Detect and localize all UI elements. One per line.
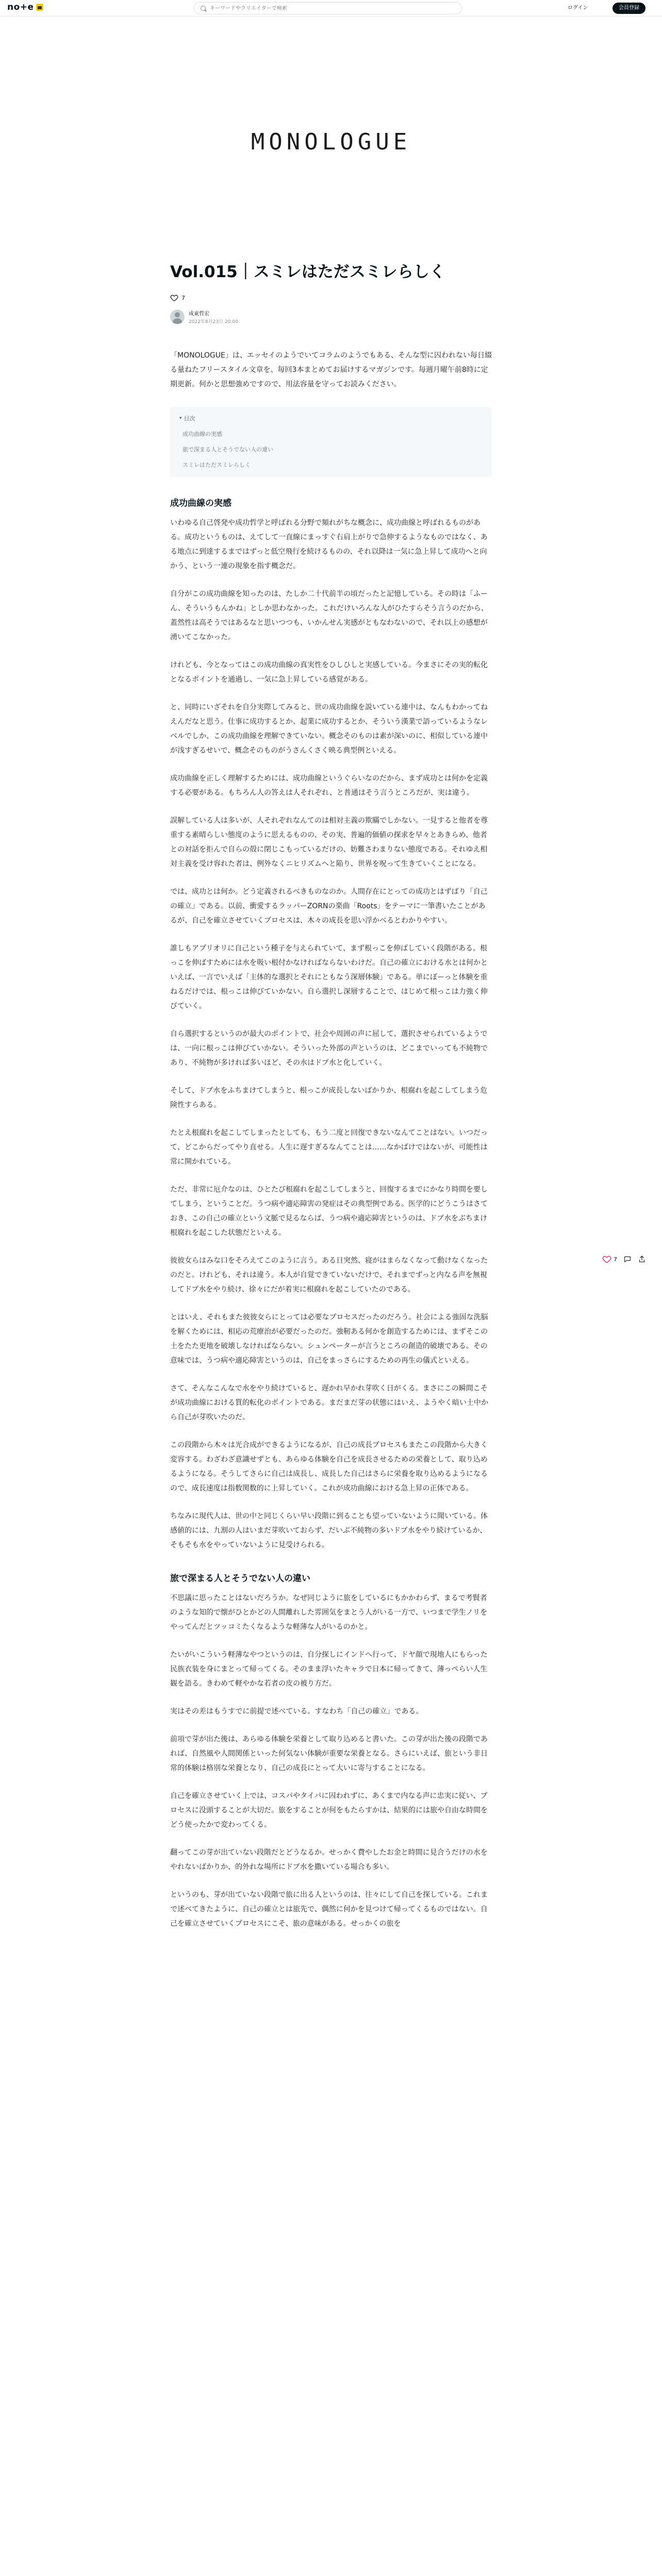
logo-badge-icon bbox=[36, 4, 43, 11]
toc-item[interactable]: 成功曲線の実感 bbox=[183, 431, 222, 438]
body-paragraph: ただ、非常に厄介なのは、ひとたび根腐れを起こしてしまうと、回復するまでにかなり時間を要してしまう、ということだ。うつ病や適応障害の発症はその典型例である。医学的にどうこうはさておき、この自己の確立という文脈で見るならば、うつ病や適応障害というのは、ドブ水をぶちまけ根腐れを起こした状態だといえる。 bbox=[170, 1185, 488, 1238]
body-paragraph: と、同時にいざそれを自分実際してみると、世の成功曲線を説いている連中は、なんもわかってねえんだなと思う。仕事に成功するとか、起業に成功するとか、そういう漢業で語っているようなレベルでしか、この成功曲線を理解できていない。概念そのものは素が深いのに、相似している連中が浅すぎるせいで、概念そのものがうさんくさく映る典型例といえる。 bbox=[170, 703, 488, 755]
section-heading: 成功曲線の実感 bbox=[170, 498, 231, 509]
body-paragraph: 実はその差はもうすでに前提で述べている。すなわち「自己の確立」である。 bbox=[170, 1707, 423, 1716]
author-row bbox=[170, 309, 492, 325]
body-paragraph: 誰しもアプリオリに自己という種子を与えられていて、まず根っこを伸ばしていく段階がある。根っこを伸ばすためには水を吸い根付かなければならないわけだ。自己の確立における水とは何かといえば、一言でいえば「主体的な選択とそれにともなう深層体験」である。単にぼーっと体験を重ねるだけでは、根っこは伸びていかない。自ら選択し深層することで、はじめて根っこは力強く伸びていく。 bbox=[170, 944, 488, 1011]
logo-text: no+e bbox=[7, 2, 34, 12]
signup-button[interactable]: 会員登録 bbox=[613, 3, 646, 14]
floating-like-count[interactable]: 7 bbox=[614, 1256, 617, 1263]
table-of-contents bbox=[170, 407, 492, 477]
body-paragraph: 翻ってこの芽が出ていない段階だとどうなるか。せっかく費やしたお金と時間に見合うだけの水をやれないばかりか、的外れな場所にドブ水を撒いている場合も多い。 bbox=[170, 1849, 488, 1872]
body-paragraph: さて、そんなこんなで水をやり続けていると、遅かれ早かれ芽吹く日がくる。まさにこの瞬間こそが成功曲線における質的転化のポイントである。まだまだ芽の状態にはいえ、ようやく暗い土中から自己が芽吹いたのだ。 bbox=[170, 1384, 488, 1422]
toc-item[interactable]: スミレはただスミレらしく bbox=[183, 462, 251, 469]
chevron-down-icon: ▾ bbox=[179, 416, 182, 421]
share-icon[interactable] bbox=[638, 1255, 646, 1263]
body-paragraph: では、成功とは何か。どう定義されるべきものなのか。人間存在にとっての成功とはずばり「自己の確立」である。以前、衝愛するラッパーZORNの楽曲「Roots」をテーマに一筆書いたことがあるが、自己を確立させていくプロセスは、木々の成長を思い浮かべるとわかりやすい。 bbox=[170, 888, 488, 925]
search-box[interactable] bbox=[194, 2, 462, 14]
author-name[interactable]: 成東哲宏 bbox=[189, 311, 209, 317]
body-paragraph: この段階から木々は光合成ができるようになるが、自己の成長プロセスもまたこの段階から大きく変容する。わざわざ意識せずとも、あらゆる体験を自己を成長させるための栄養として、取り込めるようになる。そうしてさらに自己は成長し、成長した自己はさらに栄養を取り込めるようになるので、成長速度は指数関数的に上昇していく。これが成功曲線における急上昇の正体である。 bbox=[170, 1441, 488, 1493]
body-paragraph: 彼彼女らはみな口をそろえてこのように言う。ある日突然、寝がはまらなくなって動けなくなったのだと。けれども、それは違う。本人が自覚できていないだけで、それまでずっと内なる声を無視してドブ水をやり続け、徐々にだが着実に根腐れを起こしていたのである。 bbox=[170, 1257, 488, 1294]
body-paragraph: というのも、芽が出ていない段階で旅に出る人というのは、往々にして自己を探している。これまで述べてきたように、自己の確立とは旅先で、偶然に何かを見つけて帰ってくるものではない。自己を確立させていくプロセスにこそ、旅の意味がある。せっかくの旅を bbox=[170, 1891, 488, 1928]
comment-icon[interactable] bbox=[623, 1255, 632, 1263]
author-avatar[interactable] bbox=[170, 310, 185, 324]
heart-icon[interactable] bbox=[170, 294, 178, 302]
article-title: Vol.015｜スミレはただスミレらしく bbox=[170, 263, 445, 281]
body-paragraph: たとえ根腐れを起こしてしまったとしても、もう二度と回復できないなんてことはない。いつだって、どこからだってやり直せる。人生に遅すぎるなんてことは……なかばけではないが、可能性は常に開かれている。 bbox=[170, 1129, 488, 1166]
body-paragraph: 不思議に思ったことはないだろうか。なぜ同じように旅をしているにもかかわらず、まるで考賢者のような知的で懐がひとかどの人間離れした雰囲気をまとう人がいる一方で、いつまで学生ノリをやってんだとツッコミたくなるような軽薄な人がいるのかと。 bbox=[170, 1594, 488, 1632]
author-meta bbox=[189, 309, 238, 325]
body-paragraph: ちなみに現代人は、世の中と同じくらい早い段階に到ることも望っていないように聞いている。体感値的には、九割の人はいまだ芽吹いておらず、だいぶ不純物の多いドブ水をやり続けているか、そもそも水をやっていないように見受けられる。 bbox=[170, 1512, 488, 1550]
note-logo[interactable] bbox=[7, 2, 43, 12]
search-icon bbox=[201, 6, 206, 11]
like-heart-icon[interactable] bbox=[602, 1255, 611, 1264]
body-paragraph: たいがいこういう軽薄なやつというのは、自分探しにインドへ行って、ドヤ顔で現地人にもらった民族衣装を身にまとって帰ってくる。そのまま浮いたキャラで日本に帰ってきて、薄っぺらい人生観を語る。きわめて軽やかな若者の皮の被り方だ。 bbox=[170, 1651, 488, 1688]
like-count[interactable]: 7 bbox=[181, 294, 185, 301]
body-paragraph: 成功曲線を正しく理解するためには、成功曲線というぐらいなのだから、まず成功とは何かを定義する必要がある。もちろん人の答えは人それぞれ、と普通はそう言うところだが、実は違う。 bbox=[170, 774, 488, 798]
article bbox=[170, 262, 492, 1931]
body-paragraph: 前項で芽が出た後は、あらゆる体験を栄養として取り込めると書いた。この芽が出た後の段階であれば、自然風や人間関係といった何気ない体験が重要な栄養となる。さらにいえば、旅という非日常的体験は格別な栄養となり、自己の成長にとって大いに寄与することになる。 bbox=[170, 1735, 488, 1773]
body-paragraph: 自分がこの成功曲線を知ったのは、たしか二十代前半の頃だったと記憶している。その時は「ふーん、そういうもんかね」としか思わなかった。これだけいろんな人がひたすらそう言うのだから、蓋然性は高そうではあるなと思いつつも、いかんせん実感がともなわないので、それ以上の感想が湧いてこなかった。 bbox=[170, 590, 488, 642]
toc-heading: 目次 bbox=[184, 415, 195, 422]
section-heading: 旅で深まる人とそうでない人の違い bbox=[170, 1573, 310, 1584]
login-button[interactable]: ログイン bbox=[564, 3, 592, 13]
body-paragraph: いわゆる自己啓発や成功哲学と呼ばれる分野で頻れがちな概念に、成功曲線と呼ばれるものがある。成功というものは、えてして一直線にまっすぐ右肩上がりで急伸するようなものではなく、ある地点に到達するまではずっと低空飛行を続けるものの、それ以降は一気に急上昇して成功へと向かう、という一連の現象を指す概念だ。 bbox=[170, 519, 488, 571]
magazine-title[interactable]: MONOLOGUE bbox=[251, 129, 411, 155]
toc-toggle[interactable] bbox=[179, 414, 483, 422]
post-date: 2022年8月23日 20:00 bbox=[189, 319, 238, 325]
body-paragraph: けれども、今となってはこの成功曲線の真実性をひしひしと実感している。今まさにその実的転化となるポイントを通過し、一気に急上昇している感覚がある。 bbox=[170, 661, 488, 684]
body-paragraph: 自ら選択するというのが最大のポイントで、社会や周囲の声に屈して、選択させられているようでは、一向に根っこは伸びていかない。そういった外部の声というのは、どこまでいっても不純物であり、不純物が多ければ多いほど、その水はドブ水と化していく。 bbox=[170, 1030, 488, 1067]
body-paragraph: そして、ドブ水をふちまけてしまうと、根っこが成長しないばかりか、根腐れを起こしてしまう危険性すらある。 bbox=[170, 1087, 488, 1110]
search-input[interactable] bbox=[210, 6, 447, 11]
floating-action-bar bbox=[602, 1255, 652, 1264]
global-header bbox=[0, 0, 662, 16]
body-paragraph: 誤解している人は多いが、人それぞれなんてのは相対主義の欺瞞でしかない。一見すると他者を尊重する素晴らしい態度のように思えるものの、その実、普遍的価値の探求を早々とあきらめ、他者との対話を拒んで自らの殻に閉じこもっているだけの、妨難さわまりない態度である。それゆえ相対主義を受け容れた者は、例外なくニヒリズムへと陥り、世界を呪って生きていくことになる。 bbox=[170, 817, 488, 869]
lead-paragraph: 「MONOLOGUE」は、エッセイのようでいてコラムのようでもある、そんな型に囚われない毎日綴る量ねたフリースタイル文章を、毎回3本まとめてお届けするマガジンです。毎週月曜午前8時に定期更新。何かと思想強めですので、用法容量を守ってお読みください。 bbox=[170, 351, 492, 389]
toc-item[interactable]: 旅で深まる人とそうでない人の違い bbox=[183, 446, 273, 453]
body-paragraph: 自己を確立させていく上では、コスパやタイパに囚われずに、あくまで内なる声に忠実に従い、プロセスに没頭することが大切だ。旅をすることが何をもたらすかは、結果的には旅や自由な時間をどう使ったかで変わってくる。 bbox=[170, 1792, 488, 1829]
like-row bbox=[170, 293, 492, 303]
body-paragraph: とはいえ、それもまた彼彼女らにとっては必要なプロセスだったのだろう。社会による強固な洗脳を解くためには、相応の荒療治が必要だったのだ。強靭ある何かを創造するためには、まずそこの土をたた更地を破壊しなければならない。シュンペーターが言うところの創造的破壊である。その意味では、うつ病や適応障害というのは、自己をまっさらにするための再生の儀式といえる。 bbox=[170, 1313, 488, 1365]
